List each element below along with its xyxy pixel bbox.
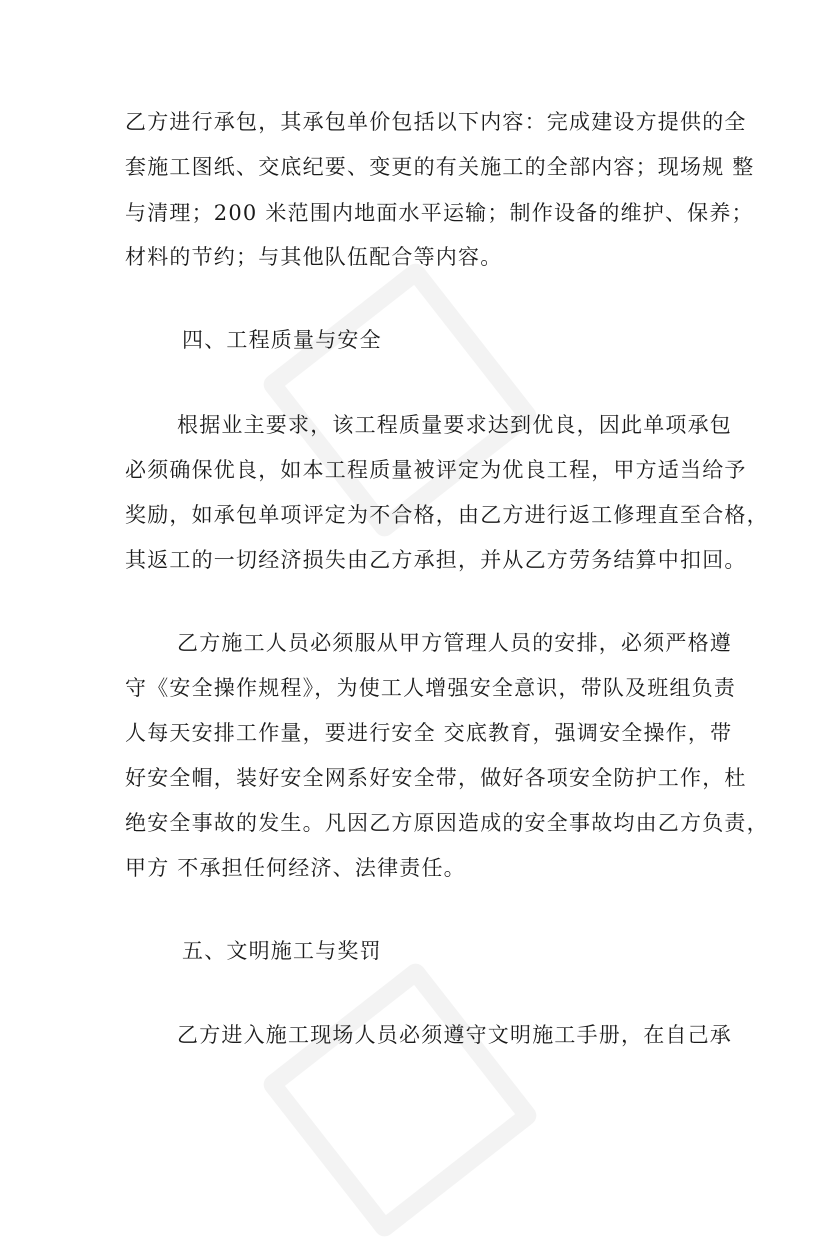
paragraph-3-line-4: 好安全帽，装好安全网系好安全带，做好各项安全防护工作，杜 <box>125 766 747 790</box>
paragraph-4-line-1: 乙方进入施工现场人员必须遵守文明施工手册，在自己承 <box>177 1023 732 1047</box>
paragraph-3-line-1: 乙方施工人员必须服从甲方管理人员的安排，必须严格遵 <box>177 631 732 655</box>
paragraph-3-line-3: 人每天安排工作量，要进行安全 交底教育，强调安全操作，带 <box>125 721 733 745</box>
paragraph-3-line-6: 甲方 不承担任何经济、法律责任。 <box>125 856 466 880</box>
paragraph-3-line-2: 守《安全操作规程》，为使工人增强安全意识，带队及班组负责 <box>125 676 737 700</box>
paragraph-1-line-3: 与清理；200 米范围内地面水平运输；制作设备的维护、保养； <box>125 201 754 225</box>
paragraph-2-line-4: 其返工的一切经济损失由乙方承担，并从乙方劳务结算中扣回。 <box>125 548 747 572</box>
section-heading-4: 四、工程质量与安全 <box>182 328 382 352</box>
paragraph-1-line-1: 乙方进行承包，其承包单价包括以下内容：完成建设方提供的全 <box>125 110 747 134</box>
paragraph-2-line-1: 根据业主要求，该工程质量要求达到优良，因此单项承包 <box>177 413 732 437</box>
paragraph-2-line-3: 奖励，如承包单项评定为不合格，由乙方进行返工修理直至合格， <box>125 503 769 527</box>
paragraph-2-line-2: 必须确保优良，如本工程质量被评定为优良工程，甲方适当给予 <box>125 458 747 482</box>
paragraph-1-line-2: 套施工图纸、交底纪要、变更的有关施工的全部内容；现场规 整 <box>125 155 755 179</box>
paragraph-1-line-4: 材料的节约；与其他队伍配合等内容。 <box>125 245 503 269</box>
paragraph-3-line-5: 绝安全事故的发生。凡因乙方原因造成的安全事故均由乙方负责， <box>125 811 769 835</box>
section-heading-5: 五、文明施工与奖罚 <box>182 939 382 963</box>
